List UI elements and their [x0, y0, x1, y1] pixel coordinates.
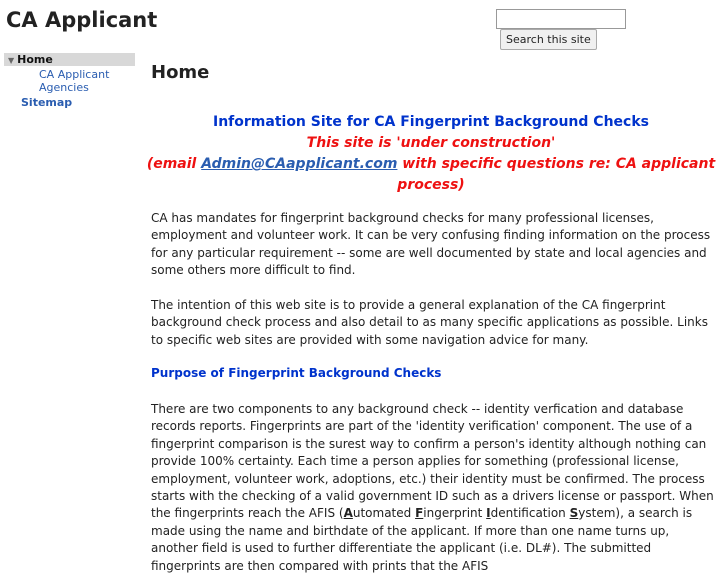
sidebar-item-label[interactable]: Agencies	[39, 81, 89, 94]
intro-heading: Information Site for CA Fingerprint Background Checks	[213, 114, 649, 130]
triangle-down-icon[interactable]: ▼	[8, 56, 15, 65]
paragraph-intention: The intention of this web site is to provide a general explanation of the CA fingerprint background check process and also detail to as many specific applications as possible. Links to specific web sites are provided with some navigation advice for many.	[151, 298, 708, 347]
intro-block	[140, 112, 722, 196]
paragraph-mandates: CA has mandates for fingerprint background checks for many professional licenses, employment and volunteer work. It can be very confusing finding information on the process for any particular requirement -- some are well documented by state and local agencies and some others more difficult to find.	[151, 211, 711, 278]
text: A	[343, 506, 353, 521]
page-title: Home	[151, 62, 210, 83]
search-input[interactable]	[496, 9, 626, 29]
admin-email-link[interactable]: Admin@CAapplicant.com	[201, 156, 398, 172]
contact-line-end: process)	[397, 177, 465, 193]
section-heading: Purpose of Fingerprint Background Checks	[151, 366, 442, 380]
text: ingerprint	[423, 506, 487, 521]
contact-line	[140, 154, 722, 175]
text: dentification	[490, 506, 570, 521]
sidebar-item-ca-applicant-agencies[interactable]	[4, 68, 135, 94]
sidebar-item-label[interactable]: CA Applicant	[39, 68, 110, 81]
text: I	[486, 506, 491, 521]
search-button[interactable]: Search this site	[500, 29, 597, 50]
text: F	[415, 506, 424, 521]
site-title[interactable]: CA Applicant	[6, 8, 158, 32]
contact-prefix: (email	[146, 156, 202, 172]
sidebar-item-sitemap[interactable]: Sitemap	[21, 96, 73, 109]
text: ystem), a search is made using the name and birthdate of the applicant. If more than one name turns up, another field is used to further differentiate the applicant (i.e. DL#). The submitted fingerprints are then compared with prints that the AFIS	[151, 506, 693, 573]
sidebar	[4, 53, 135, 109]
paragraph-purpose	[151, 401, 719, 575]
sidebar-item-home[interactable]	[4, 53, 135, 66]
sidebar-item-home-label[interactable]: Home	[17, 53, 53, 66]
text: utomated	[352, 506, 416, 521]
text: There are two components to any background check -- identity verfication and database records reports. Fingerprints are part of the 'identity verification' component. The use of a fingerprint comparison is the surest way to confirm a person's identity although nothing can provide 100% certainty. Each time a person applies for something (professional license, employment, volunteer work, adoptions, etc.) their identity must be confirmed. The process starts with the checking of a valid government ID such as a drivers license or passport. When the fingerprints reach the AFIS (	[151, 402, 714, 521]
contact-suffix: with specific questions re: CA applicant	[397, 156, 716, 172]
text: S	[569, 506, 579, 521]
search-form	[496, 9, 727, 50]
construction-notice: This site is 'under construction'	[306, 135, 556, 151]
